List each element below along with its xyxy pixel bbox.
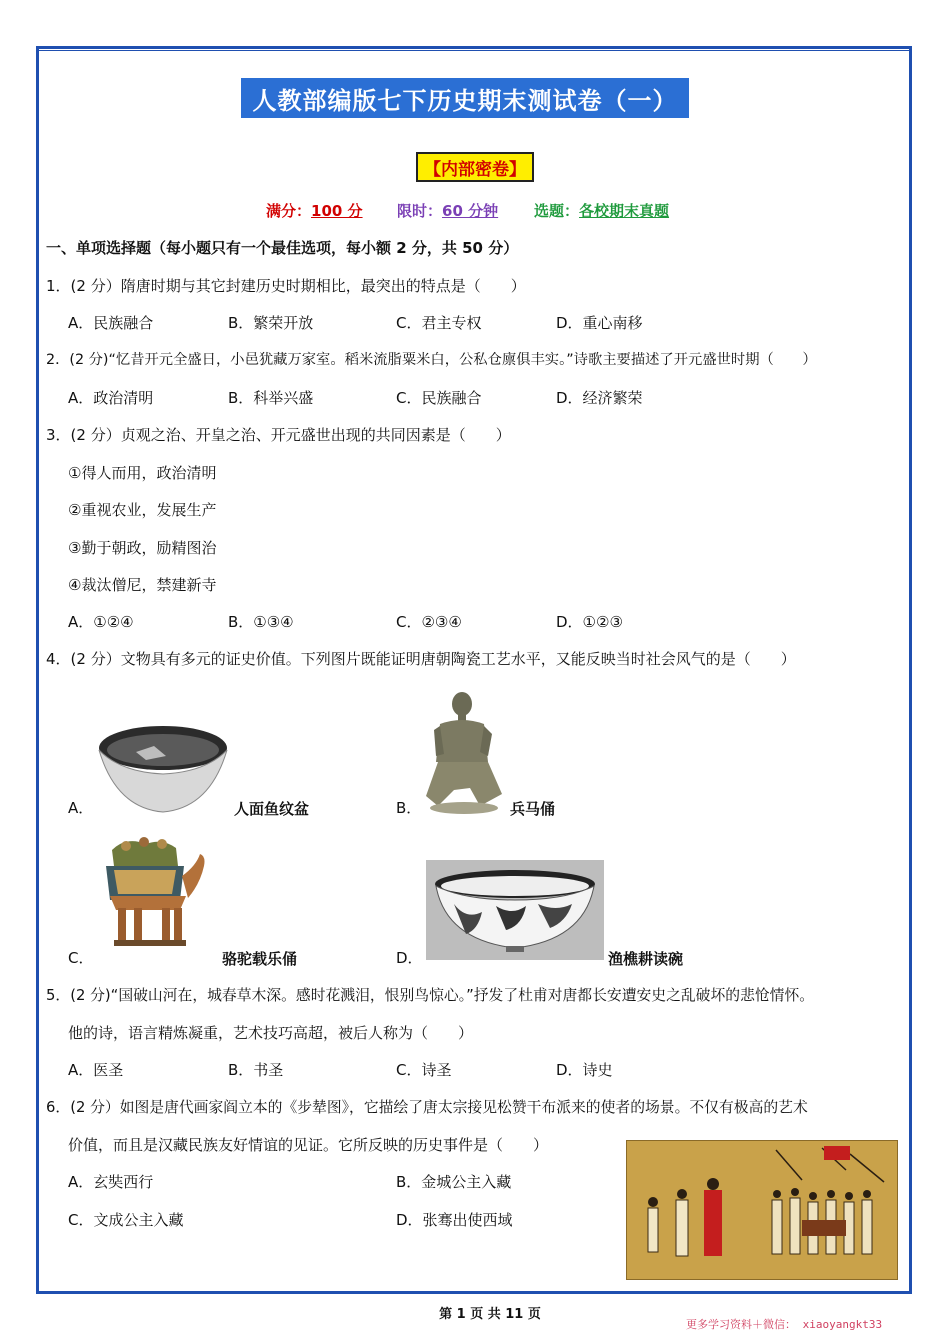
q3-stem: 3．(2 分）贞观之治、开皇之治、开元盛世出现的共同因素是（ ） (46, 426, 511, 444)
q2-option-b: B．科举兴盛 (228, 389, 314, 407)
time-value: 60 分钟 (442, 202, 499, 220)
q5-option-c: C．诗圣 (396, 1061, 452, 1079)
q1-stem: 1．(2 分）隋唐时期与其它封建历史时期相比，最突出的特点是（ ） (46, 277, 526, 295)
q6-stem-continued: 价值，而且是汉藏民族友好情谊的见证。它所反映的历史事件是（ ） (68, 1136, 549, 1154)
q3-option-a: A．①②④ (68, 613, 134, 631)
section-heading: 一、单项选择题（每小题只有一个最佳选项，每小额 2 分，共 50 分） (46, 239, 519, 257)
source-label: 选题： (534, 202, 580, 220)
q1-option-c: C．君主专权 (396, 314, 482, 332)
full-score (266, 200, 363, 221)
terracotta-warrior-image (418, 690, 508, 816)
score-value: 100 分 (311, 202, 363, 220)
q4-option-d: D． (396, 949, 423, 967)
q1-option-d: D．重心南移 (556, 314, 643, 332)
q3-statement-1: ①得人而用，政治清明 (68, 464, 217, 482)
q3-statement-4: ④裁汰僧尼，禁建新寺 (68, 576, 217, 594)
q1-option-a: A．民族融合 (68, 314, 154, 332)
q1-option-b: B．繁荣开放 (228, 314, 314, 332)
q3-option-b: B．①③④ (228, 613, 294, 631)
time-label: 限时： (397, 202, 443, 220)
source-value: 各校期末真题 (579, 202, 670, 220)
q2-option-d: D．经济繁荣 (556, 389, 643, 407)
q5-option-a: A．医圣 (68, 1061, 124, 1079)
bunian-painting-image (626, 1140, 898, 1280)
question-source (534, 200, 669, 221)
q4-stem: 4．(2 分）文物具有多元的证史价值。下列图片既能证明唐朝陶瓷工艺水平，又能反映当时社会风气的是（ ） (46, 650, 796, 668)
q4-option-b-caption: 兵马俑 (510, 800, 556, 818)
q6-option-b: B．金城公主入藏 (396, 1173, 512, 1191)
q5-stem: 5．(2 分)“国破山河在，城春草木深。感时花溅泪，恨别鸟惊心。”抒发了杜甫对唐都长安遭安史之乱破坏的悲怆情怀。 (46, 987, 815, 1004)
wechat-watermark: 更多学习资料＋微信： xiaoyangkt33 (686, 1318, 883, 1331)
q4-option-c-caption: 骆驼载乐俑 (222, 950, 298, 968)
q6-stem: 6．(2 分）如图是唐代画家阎立本的《步辇图》，它描绘了唐太宗接见松赞干布派来的使者的场景。不仅有极高的艺术 (46, 1099, 808, 1116)
q2-stem: 2．(2 分)“忆昔开元全盛日，小邑犹藏万家室。稻米流脂粟米白，公私仓廪俱丰实。”诗歌主要描述了开元盛世时期（ ） (46, 352, 817, 368)
q2-option-a: A．政治清明 (68, 389, 154, 407)
q6-option-a: A．玄奘西行 (68, 1173, 154, 1191)
q6-option-d: D．张骞出使西域 (396, 1211, 513, 1229)
q4-option-a: A． (68, 799, 94, 817)
q4-option-c: C． (68, 949, 94, 967)
q5-stem-continued: 他的诗，语言精炼凝重，艺术技巧高超，被后人称为（ ） (68, 1024, 474, 1042)
score-label: 满分： (266, 202, 312, 220)
exam-title: 人教部编版七下历史期末测试卷（一） (241, 78, 689, 118)
page-number: 第 1 页 共 11 页 (439, 1307, 541, 1322)
q3-statement-3: ③勤于朝政，励精图治 (68, 539, 217, 557)
q5-option-b: B．书圣 (228, 1061, 284, 1079)
q5-option-d: D．诗史 (556, 1061, 613, 1079)
q4-option-a-caption: 人面鱼纹盆 (234, 800, 310, 818)
secret-badge: 【内部密卷】 (416, 152, 534, 182)
time-limit (397, 200, 498, 221)
q6-option-c: C．文成公主入藏 (68, 1211, 184, 1229)
q3-option-c: C．②③④ (396, 613, 462, 631)
camel-musicians-figurine-image (96, 836, 210, 952)
q3-statement-2: ②重视农业，发展生产 (68, 501, 217, 519)
q4-option-d-caption: 渔樵耕读碗 (608, 950, 684, 968)
fisherman-woodcutter-bowl-image (426, 860, 604, 960)
q4-option-b: B． (396, 799, 422, 817)
q3-option-d: D．①②③ (556, 613, 623, 631)
fish-face-basin-image (96, 722, 230, 816)
q2-option-c: C．民族融合 (396, 389, 482, 407)
